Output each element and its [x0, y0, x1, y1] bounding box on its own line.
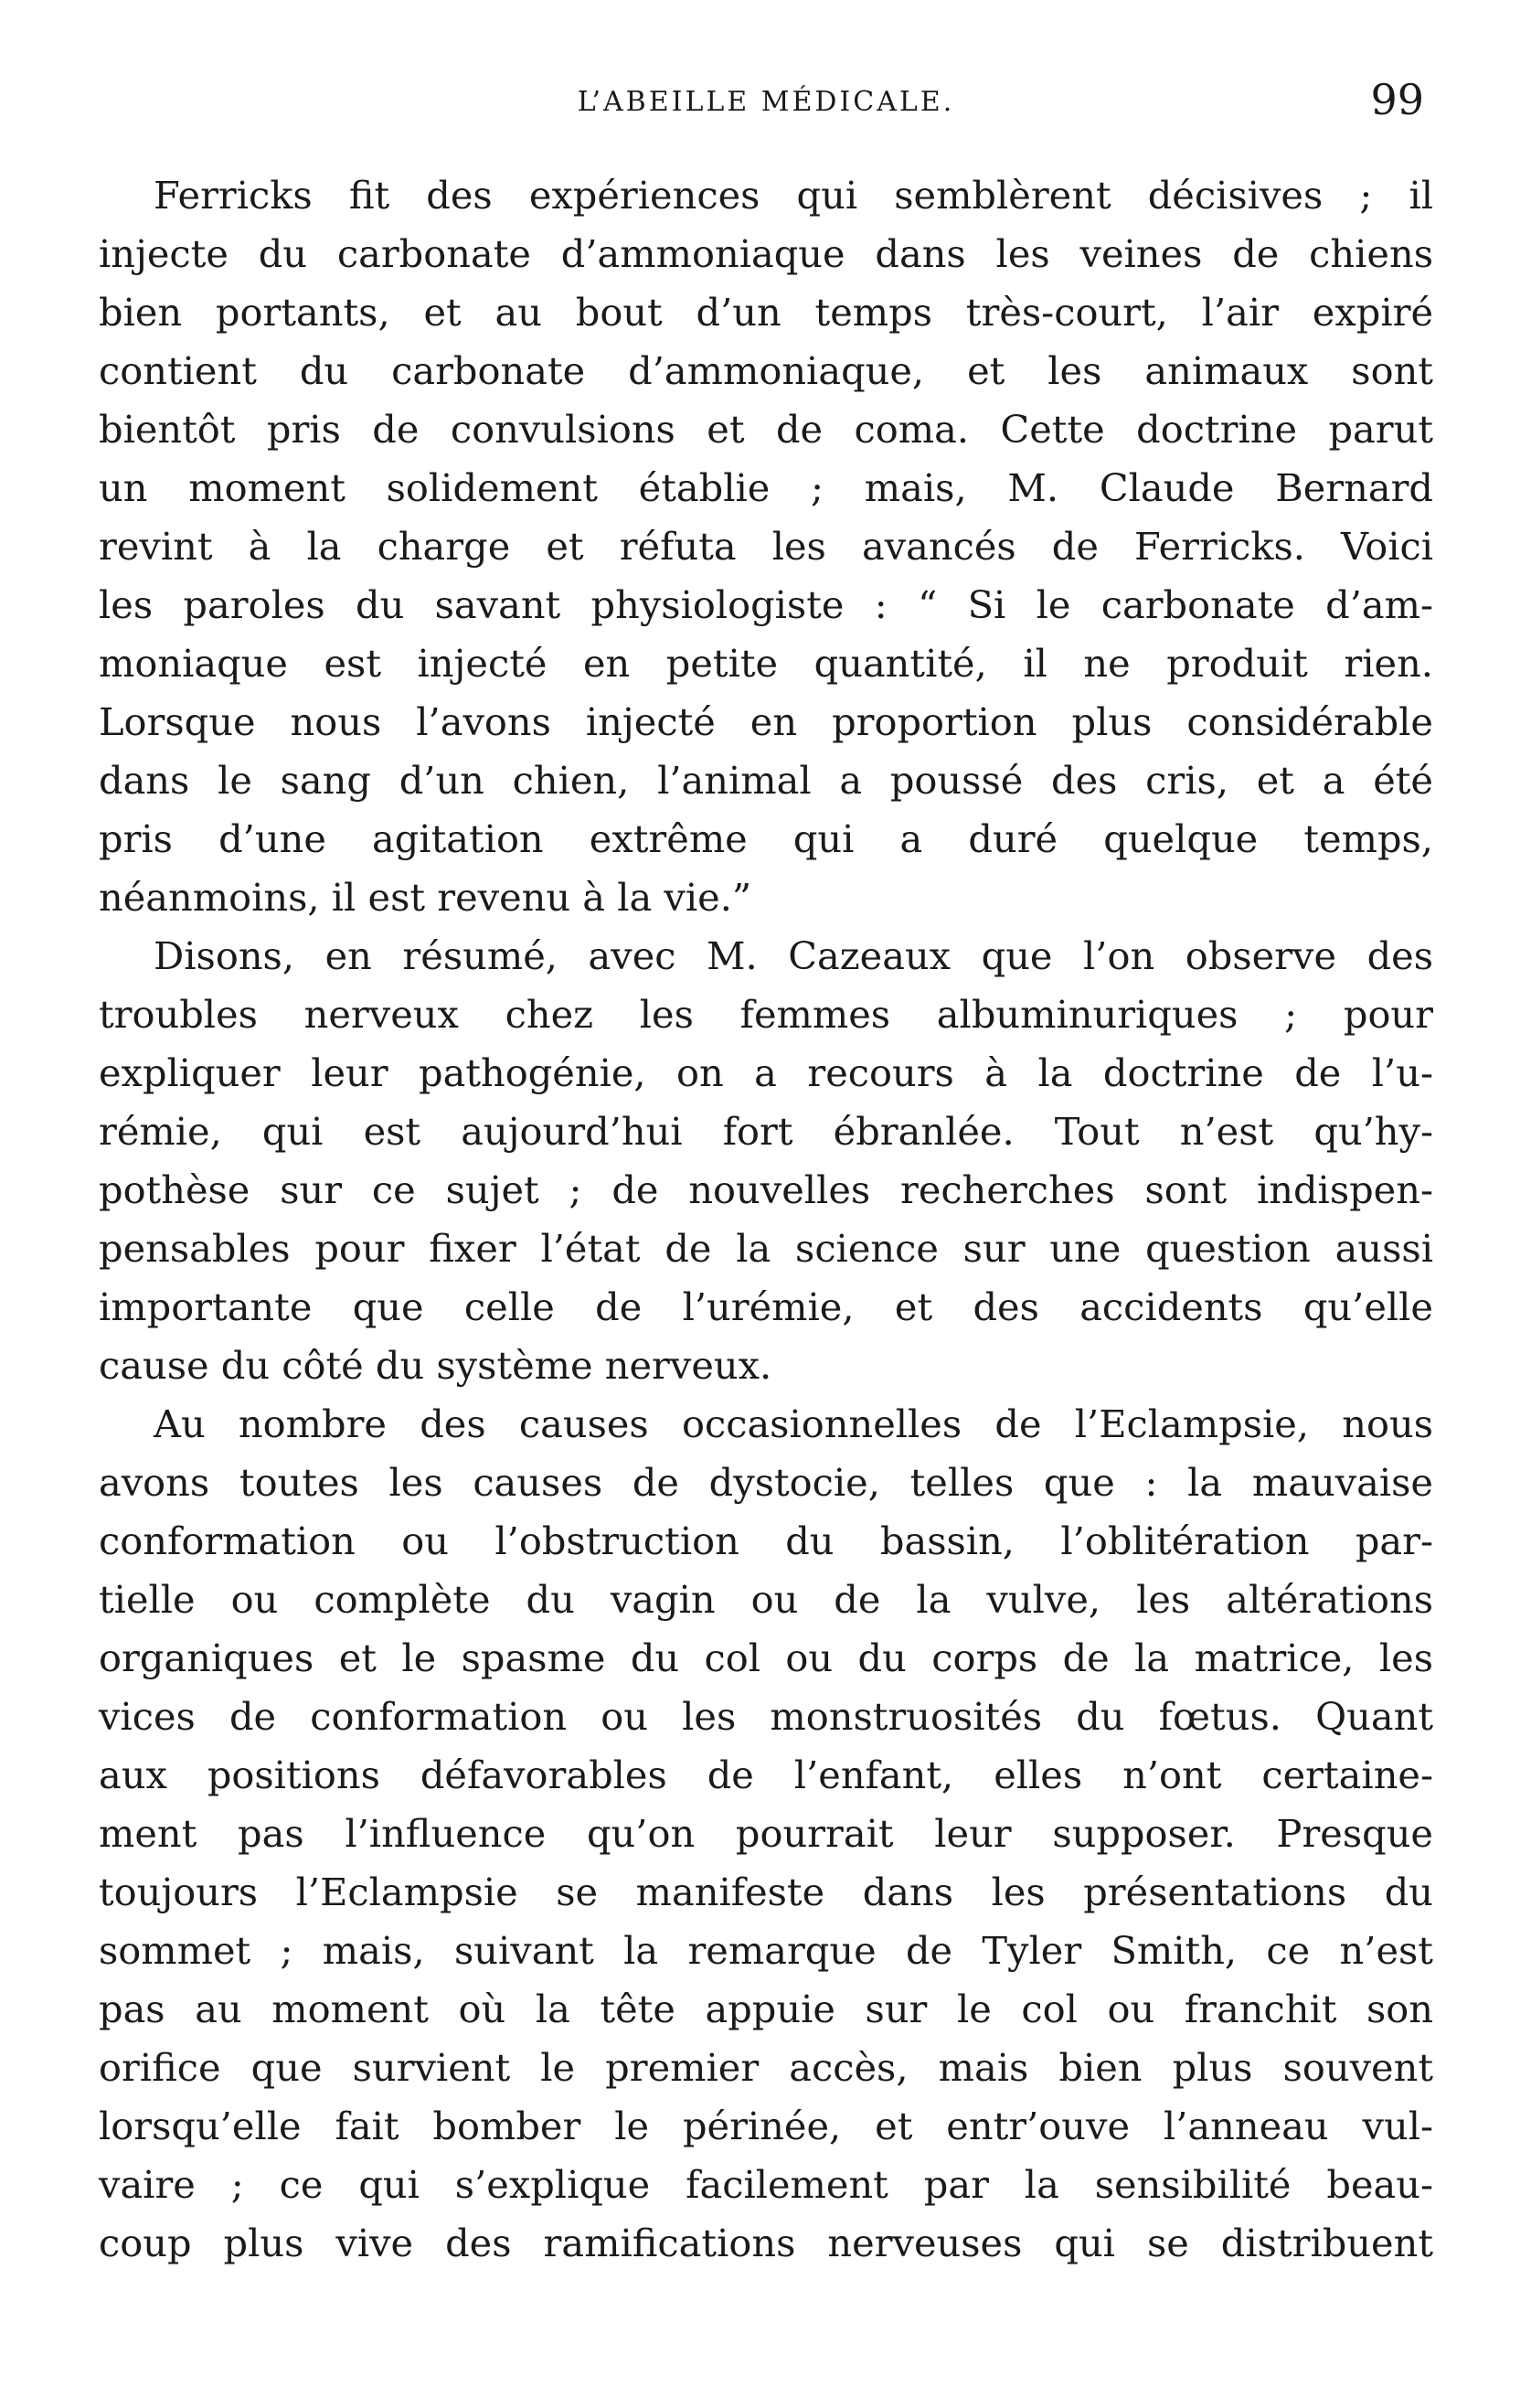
text-line: pas au moment où la tête appuie sur le col ou franchit son	[99, 1987, 1433, 2031]
running-title: L’ABEILLE MÉDICALE.	[577, 86, 955, 118]
page-number: 99	[1370, 75, 1424, 124]
text-line: toujours l’Eclampsie se manifeste dans les présentations du	[99, 1870, 1433, 1914]
body-text	[99, 166, 1433, 2273]
text-line: troubles nerveux chez les femmes albuminuriques ; pour	[99, 992, 1433, 1037]
text-line: avons toutes les causes de dystocie, telles que : la mauvaise	[99, 1460, 1433, 1505]
text-line: dans le sang d’un chien, l’animal a poussé des cris, et a été	[99, 758, 1433, 803]
paragraph-3	[99, 1395, 1433, 2273]
paragraph-2	[99, 927, 1433, 1395]
text-line: coup plus vive des ramifications nerveuses qui se distribuent	[99, 2221, 1433, 2265]
text-line: organiques et le spasme du col ou du corps de la matrice, les	[99, 1636, 1433, 1680]
text-line: pensables pour fixer l’état de la science sur une question aussi	[99, 1226, 1433, 1271]
text-line: rémie, qui est aujourd’hui fort ébranlée. Tout n’est qu’hy-	[99, 1109, 1433, 1154]
text-line: sommet ; mais, suivant la remarque de Tyler Smith, ce n’est	[99, 1928, 1433, 1973]
text-line: orifice que survient le premier accès, mais bien plus souvent	[99, 2045, 1433, 2090]
text-line: néanmoins, il est revenu à la vie.”	[99, 875, 752, 920]
text-line: importante que celle de l’urémie, et des accidents qu’elle	[99, 1284, 1433, 1329]
text-line: expliquer leur pathogénie, on a recours à la doctrine de l’u-	[99, 1050, 1433, 1095]
text-line: revint à la charge et réfuta les avancés de Ferricks. Voici	[99, 524, 1433, 569]
text-line: Lorsque nous l’avons injecté en proportion plus considérable	[99, 699, 1433, 744]
text-line: contient du carbonate d’ammoniaque, et les animaux sont	[99, 348, 1433, 393]
running-header	[99, 64, 1433, 130]
text-line: pothèse sur ce sujet ; de nouvelles recherches sont indispen-	[99, 1167, 1433, 1212]
text-line: conformation ou l’obstruction du bassin, l’oblitération par-	[99, 1518, 1433, 1563]
text-line: ment pas l’influence qu’on pourrait leur supposer. Presque	[99, 1811, 1433, 1856]
text-line: tielle ou complète du vagin ou de la vulve, les altérations	[99, 1577, 1433, 1622]
text-line: vices de conformation ou les monstruosités du fœtus. Quant	[99, 1694, 1433, 1739]
text-line: Disons, en résumé, avec M. Cazeaux que l’on observe des	[154, 933, 1433, 978]
text-line: bien portants, et au bout d’un temps très-court, l’air expiré	[99, 290, 1433, 335]
text-line: bientôt pris de convulsions et de coma. Cette doctrine parut	[99, 407, 1433, 452]
book-page	[99, 64, 1433, 2273]
text-line: cause du côté du système nerveux.	[99, 1343, 772, 1388]
paragraph-1	[99, 166, 1433, 927]
text-line: lorsqu’elle fait bomber le périnée, et entr’ouve l’anneau vul-	[99, 2104, 1433, 2148]
text-line: les paroles du savant physiologiste : “ Si le carbonate d’am-	[99, 582, 1433, 627]
text-line: injecte du carbonate d’ammoniaque dans les veines de chiens	[99, 231, 1433, 276]
text-line: un moment solidement établie ; mais, M. Claude Bernard	[99, 465, 1433, 510]
text-line: pris d’une agitation extrême qui a duré quelque temps,	[99, 816, 1433, 861]
text-line: Au nombre des causes occasionnelles de l’Eclampsie, nous	[154, 1401, 1433, 1446]
text-line: vaire ; ce qui s’explique facilement par la sensibilité beau-	[99, 2162, 1433, 2207]
text-line: Ferricks fit des expériences qui semblèrent décisives ; il	[154, 173, 1433, 218]
text-line: moniaque est injecté en petite quantité, il ne produit rien.	[99, 641, 1433, 686]
text-line: aux positions défavorables de l’enfant, elles n’ont certaine-	[99, 1753, 1433, 1797]
